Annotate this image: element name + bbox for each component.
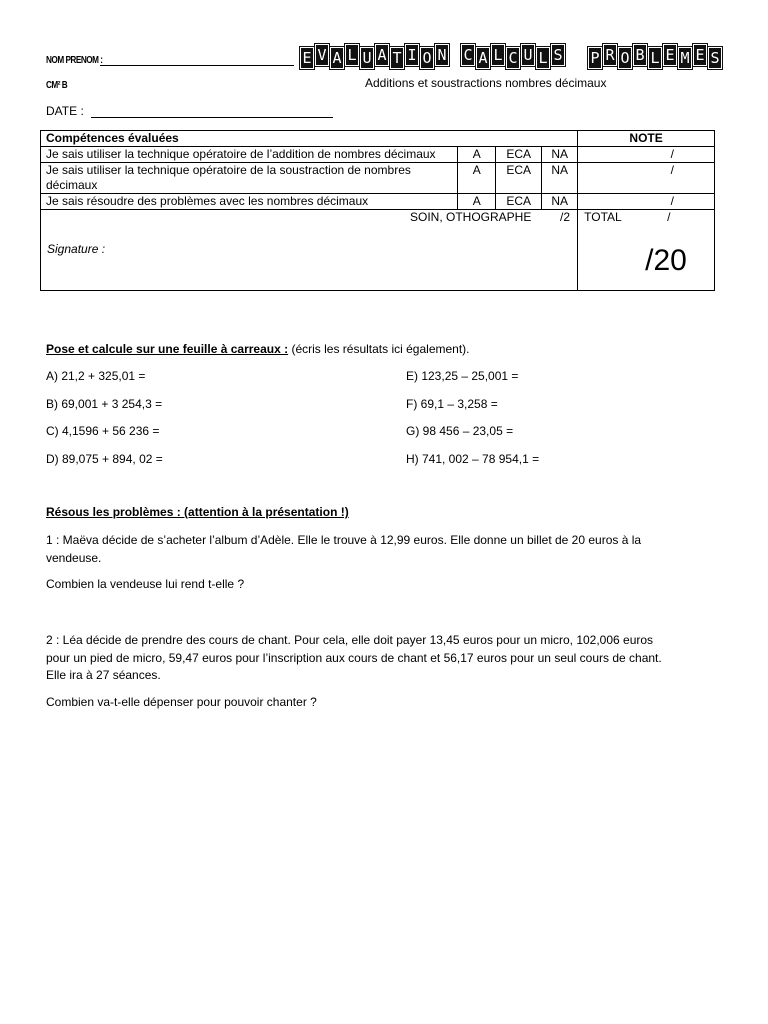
title-letter: O (618, 47, 632, 69)
title-letter: N (435, 44, 449, 66)
grade-a[interactable]: A (458, 147, 496, 163)
name-input-line[interactable] (100, 54, 294, 66)
total-out-of: /20 (645, 244, 687, 277)
grade-na[interactable]: NA (542, 147, 578, 163)
signature-label: Signature : (47, 242, 106, 256)
problem1-question: Combien la vendeuse lui rend t-elle ? (46, 577, 245, 591)
title-letter (450, 47, 460, 67)
calc-item: C) 4,1596 + 56 236 = (46, 424, 160, 438)
soin-signature-cell (41, 210, 578, 291)
page-title-banner (300, 44, 723, 70)
grade-eca[interactable]: ECA (496, 147, 542, 163)
total-label: TOTAL (584, 210, 622, 224)
title-letter: T (390, 47, 404, 69)
grade-a[interactable]: A (458, 194, 496, 210)
problem2-text: pour un pied de micro, 59,47 euros pour l’inscription aux cours de chant et 56,17 euros pour un seul cours de chant. (46, 651, 662, 665)
competences-table (40, 130, 715, 291)
calc-item: D) 89,075 + 894, 02 = (46, 452, 163, 466)
problem2-text: Elle ira à 27 séances. (46, 668, 161, 682)
competence-text: Je sais résoudre des problèmes avec les nombres décimaux (41, 194, 458, 210)
title-letter (577, 44, 587, 64)
title-letter: O (420, 47, 434, 69)
title-letter: C (506, 47, 520, 69)
title-letter: I (405, 44, 419, 66)
exercise1-title: Pose et calcule sur une feuille à carreaux : (46, 342, 289, 356)
title-letter: A (476, 47, 490, 69)
date-input-line[interactable] (91, 104, 333, 118)
page-subtitle: Additions et soustractions nombres décimaux (365, 76, 607, 90)
title-letter: C (461, 44, 475, 66)
exercise1-instructions (46, 341, 470, 358)
total-slash: / (667, 210, 671, 224)
title-letter: S (708, 47, 722, 69)
note-cell[interactable]: / (578, 147, 715, 163)
grade-eca[interactable]: ECA (496, 163, 542, 194)
grade-na[interactable]: NA (542, 163, 578, 194)
title-letter: E (300, 47, 314, 69)
title-letter: L (648, 47, 662, 69)
title-letter: B (633, 44, 647, 66)
problem2-question: Combien va-t-elle dépenser pour pouvoir chanter ? (46, 695, 317, 709)
title-letter: E (693, 44, 707, 66)
note-cell[interactable]: / (578, 163, 715, 194)
exercise2-title: Résous les problèmes : (attention à la présentation !) (46, 505, 349, 519)
table-row (41, 163, 715, 194)
title-letter: L (491, 44, 505, 66)
class-label-row (46, 77, 72, 91)
calc-item: G) 98 456 – 23,05 = (406, 424, 514, 438)
problem2-text: 2 : Léa décide de prendre des cours de chant. Pour cela, elle doit payer 13,45 euros pour un micro, 102,006 euros (46, 633, 654, 647)
grade-eca[interactable]: ECA (496, 194, 542, 210)
grade-na[interactable]: NA (542, 194, 578, 210)
class-label: CM² B (46, 80, 68, 91)
title-letter: P (588, 47, 602, 69)
problem1-text: vendeuse. (46, 551, 102, 565)
soin-label: SOIN, OTHOGRAPHE (410, 210, 532, 224)
calc-item: A) 21,2 + 325,01 = (46, 369, 146, 383)
title-letter: U (521, 44, 535, 66)
title-letter: L (536, 47, 550, 69)
title-letter: U (360, 47, 374, 69)
total-cell[interactable] (578, 210, 715, 291)
title-letter: A (330, 47, 344, 69)
competences-header: Compétences évaluées (41, 131, 578, 147)
note-header: NOTE (578, 131, 715, 147)
calc-item: F) 69,1 – 3,258 = (406, 397, 498, 411)
calc-item: H) 741, 002 – 78 954,1 = (406, 452, 540, 466)
note-cell[interactable]: / (578, 194, 715, 210)
table-row (41, 194, 715, 210)
date-label: DATE : (46, 104, 84, 118)
competence-text: Je sais utiliser la technique opératoire de la soustraction de nombres décimaux (41, 163, 458, 194)
table-footer-row (41, 210, 715, 291)
title-letter: M (678, 47, 692, 69)
soin-score: /2 (560, 210, 571, 224)
exercise1-note: (écris les résultats ici également). (288, 342, 470, 356)
title-letter: R (603, 44, 617, 66)
title-letter: A (375, 44, 389, 66)
title-letter: E (663, 44, 677, 66)
name-label: NOM PRENOM : (46, 55, 103, 66)
calc-item: B) 69,001 + 3 254,3 = (46, 397, 163, 411)
title-letter: S (551, 44, 565, 66)
title-letter (566, 47, 576, 67)
problem1-text: 1 : Maëva décide de s’acheter l’album d’Adèle. Elle le trouve à 12,99 euros. Elle donne un billet de 20 euros à la (46, 533, 642, 547)
title-letter: L (345, 44, 359, 66)
competence-text: Je sais utiliser la technique opératoire de l’addition de nombres décimaux (41, 147, 458, 163)
table-header-row (41, 131, 715, 147)
table-row (41, 147, 715, 163)
grade-a[interactable]: A (458, 163, 496, 194)
title-letter: V (315, 44, 329, 66)
calc-item: E) 123,25 – 25,001 = (406, 369, 519, 383)
